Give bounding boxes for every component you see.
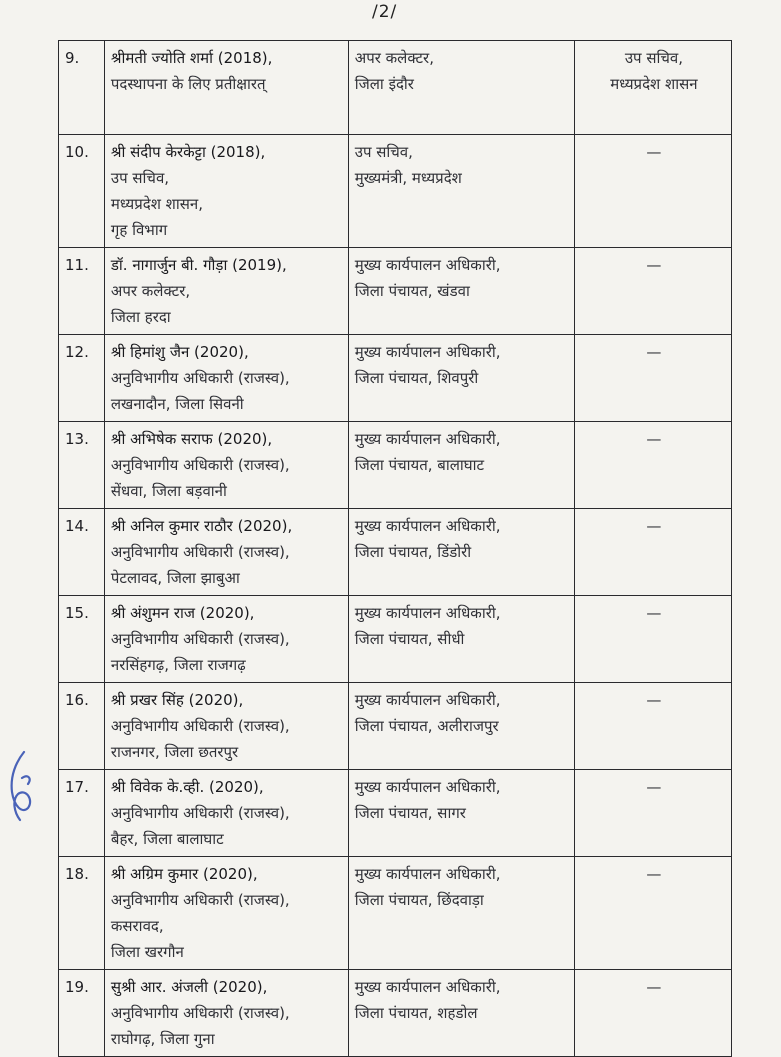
- officer-cell: [104, 970, 348, 1057]
- serial-number-cell: 17.: [59, 770, 105, 857]
- officer-name-line: श्री विवेक के.व्ही. (2020),: [110, 778, 264, 796]
- remark-line: —: [646, 778, 662, 796]
- officer-name-line: मध्यप्रदेश शासन,: [110, 195, 203, 213]
- posting-line: मुख्यमंत्री, मध्यप्रदेश: [354, 169, 462, 187]
- officer-name-line: श्री प्रखर सिंह (2020),: [110, 691, 244, 709]
- serial-number-cell: 9.: [59, 41, 105, 135]
- new-posting-cell: [348, 770, 574, 857]
- remark-cell: [574, 683, 731, 770]
- officer-name-line: डॉ. नागार्जुन बी. गौड़ा (2019),: [110, 256, 287, 274]
- serial-number-cell: 10.: [59, 135, 105, 248]
- new-posting-cell: [348, 596, 574, 683]
- new-posting-cell: [348, 422, 574, 509]
- posting-line: जिला इंदौर: [354, 75, 414, 93]
- officer-name-line: अनुविभागीय अधिकारी (राजस्व),: [110, 456, 290, 474]
- posting-line: मुख्य कार्यपालन अधिकारी,: [354, 604, 501, 622]
- remark-line: —: [646, 865, 662, 883]
- officer-name-line: श्री अभिषेक सराफ (2020),: [110, 430, 273, 448]
- officer-cell: [104, 596, 348, 683]
- officer-name-line: पदस्थापना के लिए प्रतीक्षारत्: [110, 75, 266, 93]
- table-row: [59, 970, 732, 1057]
- posting-line: मुख्य कार्यपालन अधिकारी,: [354, 430, 501, 448]
- posting-line: जिला पंचायत, शहडोल: [354, 1004, 478, 1022]
- posting-line: मुख्य कार्यपालन अधिकारी,: [354, 778, 501, 796]
- remark-cell: [574, 596, 731, 683]
- officer-name-line: पेटलावद, जिला झाबुआ: [110, 569, 240, 587]
- transfer-orders-table: [58, 40, 732, 1057]
- officer-name-line: राघोगढ़, जिला गुना: [110, 1030, 215, 1048]
- officer-name-line: नरसिंहगढ़, जिला राजगढ़: [110, 656, 246, 674]
- officer-cell: [104, 857, 348, 970]
- posting-line: जिला पंचायत, छिंदवाड़ा: [354, 891, 484, 909]
- serial-number-cell: 15.: [59, 596, 105, 683]
- table-row: [59, 422, 732, 509]
- posting-line: जिला पंचायत, डिंडोरी: [354, 543, 472, 561]
- remark-line: —: [646, 430, 662, 448]
- new-posting-cell: [348, 248, 574, 335]
- serial-number-cell: 11.: [59, 248, 105, 335]
- signature-mark: [2, 748, 42, 828]
- remark-cell: [574, 770, 731, 857]
- officer-name-line: सुश्री आर. अंजली (2020),: [110, 978, 268, 996]
- officer-name-line: अनुविभागीय अधिकारी (राजस्व),: [110, 543, 290, 561]
- remark-cell: [574, 857, 731, 970]
- officer-name-line: कसरावद,: [110, 917, 164, 935]
- serial-number-cell: 18.: [59, 857, 105, 970]
- officer-name-line: जिला खरगौन: [110, 943, 184, 961]
- remark-line: —: [646, 256, 662, 274]
- remark-cell: [574, 970, 731, 1057]
- new-posting-cell: [348, 683, 574, 770]
- posting-line: अपर कलेक्टर,: [354, 49, 434, 67]
- officer-name-line: गृह विभाग: [110, 221, 168, 239]
- serial-number-cell: 12.: [59, 335, 105, 422]
- table-row: [59, 596, 732, 683]
- serial-number-cell: 13.: [59, 422, 105, 509]
- table-row: [59, 857, 732, 970]
- posting-line: जिला पंचायत, अलीराजपुर: [354, 717, 499, 735]
- page-number: /2/: [372, 2, 398, 22]
- remark-cell: [574, 41, 731, 135]
- new-posting-cell: [348, 135, 574, 248]
- officer-cell: [104, 683, 348, 770]
- officer-name-line: श्री अंशुमन राज (2020),: [110, 604, 255, 622]
- officer-name-line: जिला हरदा: [110, 308, 171, 326]
- remark-line: —: [646, 343, 662, 361]
- remark-line: —: [646, 604, 662, 622]
- officer-cell: [104, 509, 348, 596]
- officer-cell: [104, 422, 348, 509]
- serial-number-cell: 19.: [59, 970, 105, 1057]
- officer-cell: [104, 135, 348, 248]
- officer-name-line: अनुविभागीय अधिकारी (राजस्व),: [110, 804, 290, 822]
- officer-name-line: अनुविभागीय अधिकारी (राजस्व),: [110, 630, 290, 648]
- officer-cell: [104, 770, 348, 857]
- new-posting-cell: [348, 335, 574, 422]
- officer-name-line: अनुविभागीय अधिकारी (राजस्व),: [110, 891, 290, 909]
- posting-line: जिला पंचायत, बालाघाट: [354, 456, 485, 474]
- officer-name-line: राजनगर, जिला छतरपुर: [110, 743, 239, 761]
- posting-line: मुख्य कार्यपालन अधिकारी,: [354, 691, 501, 709]
- posting-line: मुख्य कार्यपालन अधिकारी,: [354, 517, 501, 535]
- posting-line: मुख्य कार्यपालन अधिकारी,: [354, 343, 501, 361]
- new-posting-cell: [348, 970, 574, 1057]
- officer-cell: [104, 248, 348, 335]
- new-posting-cell: [348, 509, 574, 596]
- officer-name-line: श्रीमती ज्योति शर्मा (2018),: [110, 49, 273, 67]
- table-row: [59, 135, 732, 248]
- posting-line: मुख्य कार्यपालन अधिकारी,: [354, 865, 501, 883]
- table-row: [59, 683, 732, 770]
- officer-name-line: उप सचिव,: [110, 169, 170, 187]
- officer-name-line: बैहर, जिला बालाघाट: [110, 830, 224, 848]
- officer-name-line: अनुविभागीय अधिकारी (राजस्व),: [110, 1004, 290, 1022]
- table-row: [59, 248, 732, 335]
- remark-line: —: [646, 978, 662, 996]
- officer-name-line: श्री अनिल कुमार राठौर (2020),: [110, 517, 293, 535]
- officer-name-line: लखनादौन, जिला सिवनी: [110, 395, 244, 413]
- posting-line: मुख्य कार्यपालन अधिकारी,: [354, 978, 501, 996]
- remark-line: उप सचिव,: [624, 49, 683, 67]
- new-posting-cell: [348, 41, 574, 135]
- serial-number-cell: 14.: [59, 509, 105, 596]
- remark-cell: [574, 248, 731, 335]
- posting-line: उप सचिव,: [354, 143, 413, 161]
- new-posting-cell: [348, 857, 574, 970]
- posting-line: जिला पंचायत, शिवपुरी: [354, 369, 479, 387]
- posting-line: जिला पंचायत, सागर: [354, 804, 466, 822]
- table-row: [59, 509, 732, 596]
- officer-cell: [104, 41, 348, 135]
- remark-cell: [574, 335, 731, 422]
- remark-cell: [574, 135, 731, 248]
- remark-cell: [574, 422, 731, 509]
- officer-name-line: सेंधवा, जिला बड़वानी: [110, 482, 227, 500]
- table-row: [59, 335, 732, 422]
- serial-number-cell: 16.: [59, 683, 105, 770]
- table-row: [59, 770, 732, 857]
- officer-name-line: श्री हिमांशु जैन (2020),: [110, 343, 249, 361]
- posting-line: जिला पंचायत, सीधी: [354, 630, 465, 648]
- posting-line: मुख्य कार्यपालन अधिकारी,: [354, 256, 501, 274]
- posting-line: जिला पंचायत, खंडवा: [354, 282, 470, 300]
- officer-name-line: श्री संदीप केरकेट्टा (2018),: [110, 143, 266, 161]
- officer-name-line: अनुविभागीय अधिकारी (राजस्व),: [110, 369, 290, 387]
- officer-name-line: अपर कलेक्टर,: [110, 282, 191, 300]
- remark-line: —: [646, 517, 662, 535]
- remark-cell: [574, 509, 731, 596]
- officer-name-line: श्री अग्रिम कुमार (2020),: [110, 865, 258, 883]
- remark-line: —: [646, 143, 662, 161]
- officer-name-line: अनुविभागीय अधिकारी (राजस्व),: [110, 717, 290, 735]
- table-row: [59, 41, 732, 135]
- table-body: [59, 41, 732, 1057]
- remark-line: —: [646, 691, 662, 709]
- remark-line: मध्यप्रदेश शासन: [610, 75, 698, 93]
- officer-cell: [104, 335, 348, 422]
